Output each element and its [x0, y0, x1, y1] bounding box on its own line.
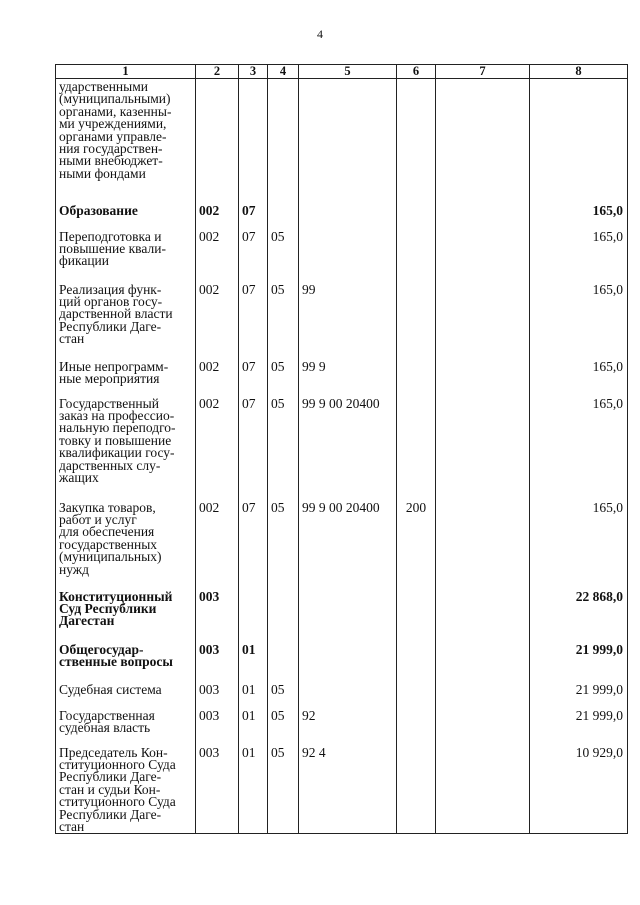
expense-type [397, 700, 436, 737]
target-article: 92 4 [299, 737, 397, 834]
row-name-line: дарственных слу- [59, 457, 161, 473]
ved-code: 002 [196, 195, 239, 221]
row-name [56, 581, 196, 634]
row-name-line: органами управле- [59, 128, 167, 144]
row-name-line: Государственный [59, 395, 159, 411]
amount: 21 999,0 [530, 700, 628, 737]
row-name [56, 737, 196, 834]
section-code [239, 581, 268, 634]
header-col-2: 2 [196, 65, 239, 79]
row-name-line: судебная власть [59, 719, 151, 735]
subsection-code: 05 [268, 700, 299, 737]
target-article: 99 9 [299, 351, 397, 388]
amount: 21 999,0 [530, 634, 628, 674]
row-name-line: стан [59, 331, 85, 347]
budget-table [55, 64, 628, 834]
row-name-line: Образование [59, 202, 138, 218]
expense-type [397, 581, 436, 634]
table-row [56, 221, 628, 274]
amount: 22 868,0 [530, 581, 628, 634]
row-name-line: товку и повышение [59, 432, 172, 448]
target-article [299, 634, 397, 674]
row-name-line: Переподготовка и [59, 228, 162, 244]
ved-code: 002 [196, 492, 239, 581]
section-code: 07 [239, 351, 268, 388]
row-name-line: Республики Даге- [59, 806, 162, 822]
expense-type [397, 274, 436, 351]
row-name-line: Общегосудар- [59, 641, 144, 657]
row-name-line: стан [59, 818, 85, 834]
row-name-line: нужд [59, 561, 89, 577]
amount: 165,0 [530, 492, 628, 581]
target-article [299, 581, 397, 634]
column-7 [436, 274, 530, 351]
row-name [56, 79, 196, 195]
section-code: 01 [239, 700, 268, 737]
ved-code: 002 [196, 274, 239, 351]
amount: 165,0 [530, 274, 628, 351]
row-name-line: ными фондами [59, 165, 146, 181]
section-code: 01 [239, 674, 268, 700]
subsection-code [268, 634, 299, 674]
section-code: 07 [239, 195, 268, 221]
expense-type: 200 [397, 492, 436, 581]
subsection-code: 05 [268, 351, 299, 388]
row-name-line: квалификации госу- [59, 445, 175, 461]
section-code: 07 [239, 221, 268, 274]
row-name [56, 634, 196, 674]
row-name-line: жащих [59, 469, 99, 485]
row-name [56, 700, 196, 737]
ved-code: 002 [196, 388, 239, 492]
column-7 [436, 674, 530, 700]
target-article [299, 674, 397, 700]
row-name-line: ций органов госу- [59, 293, 163, 309]
row-name-line: (муниципальных) [59, 549, 162, 565]
row-name-line: нальную переподго- [59, 420, 176, 436]
row-name-line: ударственными [59, 79, 148, 94]
header-col-4: 4 [268, 65, 299, 79]
table-row [56, 581, 628, 634]
section-code: 07 [239, 492, 268, 581]
subsection-code [268, 195, 299, 221]
row-name-line: дарственной власти [59, 306, 173, 322]
row-name [56, 492, 196, 581]
header-col-7: 7 [436, 65, 530, 79]
column-7 [436, 195, 530, 221]
row-name-line: Республики Даге- [59, 318, 162, 334]
column-7 [436, 737, 530, 834]
header-col-1: 1 [56, 65, 196, 79]
section-code [239, 79, 268, 195]
header-col-3: 3 [239, 65, 268, 79]
row-name [56, 674, 196, 700]
amount: 21 999,0 [530, 674, 628, 700]
table-body [56, 79, 628, 834]
row-name-line: Конституционный [59, 588, 173, 604]
target-article: 99 9 00 20400 [299, 388, 397, 492]
ved-code: 003 [196, 581, 239, 634]
ved-code: 003 [196, 634, 239, 674]
ved-code [196, 79, 239, 195]
column-7 [436, 221, 530, 274]
row-name-line: Председатель Кон- [59, 744, 168, 760]
row-name [56, 195, 196, 221]
table-row [56, 700, 628, 737]
target-article: 92 [299, 700, 397, 737]
column-7 [436, 581, 530, 634]
expense-type [397, 79, 436, 195]
table-row [56, 674, 628, 700]
row-name-line: ституционного Суда [59, 756, 176, 772]
column-7 [436, 700, 530, 737]
amount: 165,0 [530, 351, 628, 388]
subsection-code [268, 581, 299, 634]
section-code: 07 [239, 274, 268, 351]
ved-code: 002 [196, 221, 239, 274]
expense-type [397, 674, 436, 700]
row-name-line: фикации [59, 253, 109, 269]
row-name-line: ния государствен- [59, 141, 163, 157]
section-code: 01 [239, 634, 268, 674]
header-col-8: 8 [530, 65, 628, 79]
table-row [56, 274, 628, 351]
target-article: 99 9 00 20400 [299, 492, 397, 581]
header-col-6: 6 [397, 65, 436, 79]
row-name-line: Реализация функ- [59, 281, 162, 297]
table-row [56, 492, 628, 581]
row-name-line: для обеспечения [59, 524, 155, 540]
row-name-line: ственные вопросы [59, 653, 173, 669]
row-name-line: государственных [59, 536, 158, 552]
page-number: 4 [317, 27, 323, 41]
column-7 [436, 634, 530, 674]
amount: 10 929,0 [530, 737, 628, 834]
expense-type [397, 221, 436, 274]
row-name-line: ными внебюджет- [59, 153, 163, 169]
row-name-line: ные мероприятия [59, 370, 160, 386]
row-name-line: Дагестан [59, 613, 115, 629]
amount [530, 79, 628, 195]
subsection-code: 05 [268, 221, 299, 274]
table-row [56, 737, 628, 834]
row-name [56, 274, 196, 351]
target-article [299, 221, 397, 274]
ved-code: 003 [196, 674, 239, 700]
column-7 [436, 388, 530, 492]
section-code: 01 [239, 737, 268, 834]
target-article: 99 [299, 274, 397, 351]
subsection-code: 05 [268, 388, 299, 492]
row-name [56, 388, 196, 492]
row-name-line: ституционного Суда [59, 794, 176, 810]
ved-code: 003 [196, 700, 239, 737]
row-name-line: заказ на профессио- [59, 407, 175, 423]
row-name-line: Судебная система [59, 681, 162, 697]
row-name-line: Государственная [59, 707, 155, 723]
target-article [299, 195, 397, 221]
expense-type [397, 388, 436, 492]
amount: 165,0 [530, 388, 628, 492]
expense-type [397, 634, 436, 674]
row-name-line: повышение квали- [59, 240, 166, 256]
row-name-line: Республики Даге- [59, 769, 162, 785]
table-row [56, 195, 628, 221]
row-name [56, 351, 196, 388]
ved-code: 003 [196, 737, 239, 834]
row-name-line: стан и судьи Кон- [59, 781, 161, 797]
table-row [56, 351, 628, 388]
ved-code: 002 [196, 351, 239, 388]
header-row [56, 65, 628, 79]
section-code: 07 [239, 388, 268, 492]
row-name-line: органами, казенны- [59, 103, 172, 119]
row-name-line: (муниципальными) [59, 91, 171, 107]
target-article [299, 79, 397, 195]
subsection-code: 05 [268, 674, 299, 700]
row-name [56, 221, 196, 274]
expense-type [397, 737, 436, 834]
column-7 [436, 351, 530, 388]
header-col-5: 5 [299, 65, 397, 79]
expense-type [397, 195, 436, 221]
row-name-line: работ и услуг [59, 511, 137, 527]
row-name-line: Закупка товаров, [59, 499, 156, 515]
subsection-code: 05 [268, 492, 299, 581]
expense-type [397, 351, 436, 388]
table-row [56, 634, 628, 674]
column-7 [436, 79, 530, 195]
subsection-code: 05 [268, 274, 299, 351]
subsection-code: 05 [268, 737, 299, 834]
amount: 165,0 [530, 195, 628, 221]
column-7 [436, 492, 530, 581]
table-row [56, 79, 628, 195]
table-row [56, 388, 628, 492]
row-name-line: Иные непрограмм- [59, 358, 169, 374]
subsection-code [268, 79, 299, 195]
row-name-line: ми учреждениями, [59, 116, 167, 132]
amount: 165,0 [530, 221, 628, 274]
row-name-line: Суд Республики [59, 600, 157, 616]
